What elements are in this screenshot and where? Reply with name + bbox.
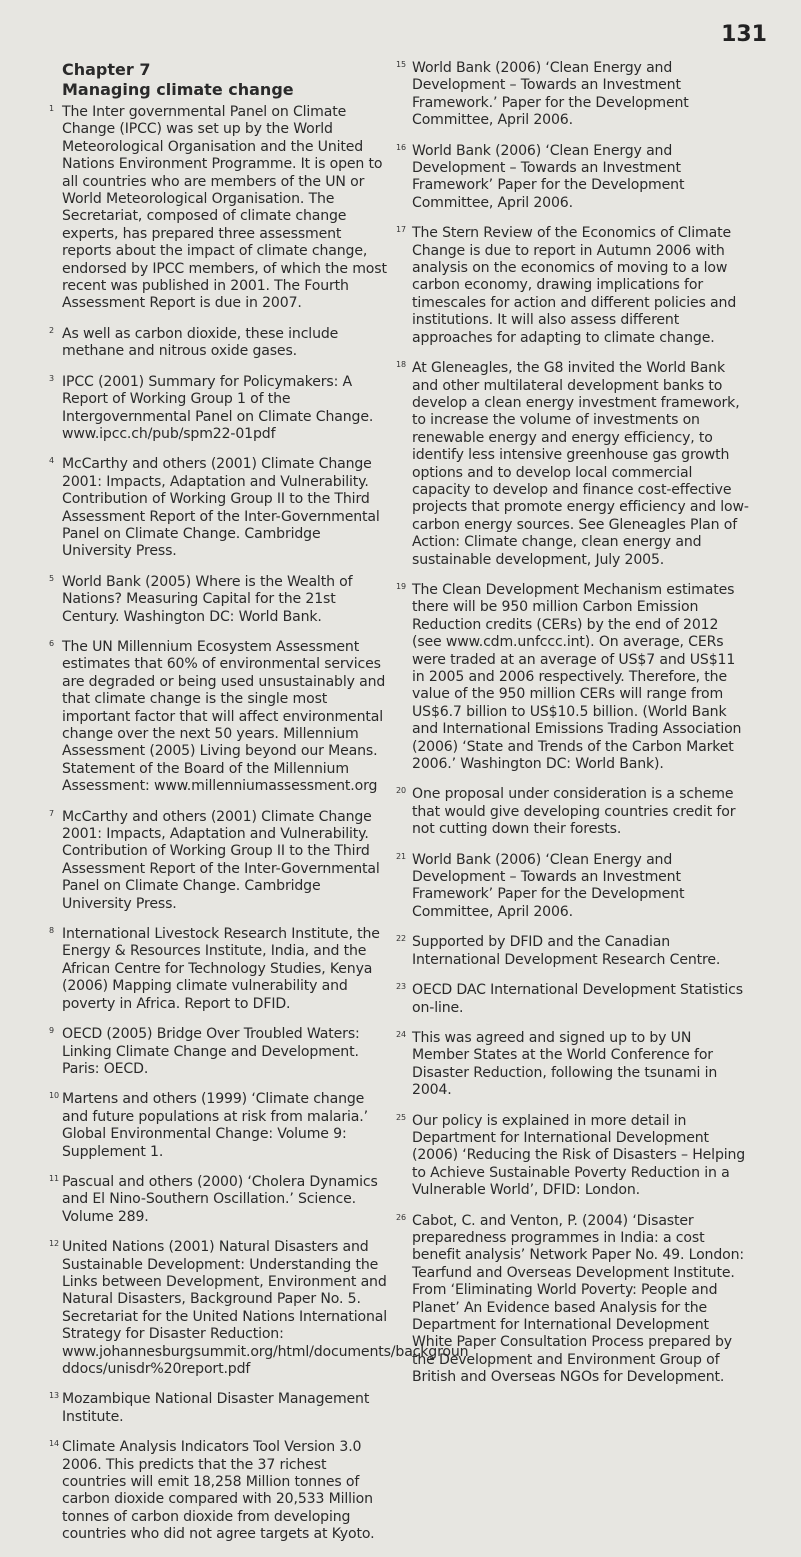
endnote: [49, 1239, 469, 1378]
endnote-number: 25: [396, 1112, 406, 1122]
endnote-number: 6: [49, 638, 54, 648]
endnote-number: 13: [49, 1391, 59, 1401]
endnote-number: 11: [49, 1173, 59, 1183]
endnote-text: OECD DAC International Development Statistics on-line.: [412, 982, 743, 1016]
endnote-number: 8: [49, 926, 54, 936]
endnote-number: 17: [396, 225, 406, 235]
endnote-text: Cabot, C. and Venton, P. (2004) ‘Disaster preparedness programmes in India: a cost benefit analysis’ Network Paper No. 49. London: Tearfund and Overseas Development Institute. From ‘Eliminating World Poverty: People and Planet’ An Evidence based Analysis for the Department for International Development White Paper Consultation Process prepared by the Development and Environment Group of British and Overseas NGOs for Development.: [412, 1212, 744, 1386]
endnote-number: 10: [49, 1091, 59, 1101]
endnote-number: 5: [49, 573, 54, 583]
endnote-text: McCarthy and others (2001) Climate Change 2001: Impacts, Adaptation and Vulnerability. Contribution of Working Group II to the Third Assessment Report of the Inter-Governmental Panel on Climate Change. Cambridge University Press.: [62, 808, 380, 912]
endnote-text: Climate Analysis Indicators Tool Version 3.0 2006. This predicts that the 37 richest countries will emit 18,258 Million tonnes of carbon dioxide compared with 20,533 Million tonnes of carbon dioxide from developing countries who did not agree targets at Kyoto.: [62, 1439, 375, 1543]
endnote-number: 2: [49, 325, 54, 335]
endnote: [396, 851, 752, 922]
endnote: [49, 1391, 392, 1426]
endnote-text: Pascual and others (2000) ‘Cholera Dynamics and El Nino-Southern Oscillation.’ Science. Volume 289.: [62, 1173, 378, 1225]
chapter-label: Chapter 7: [62, 60, 151, 79]
notes-column-right: [396, 60, 752, 1400]
endnote-number: 19: [396, 581, 406, 591]
endnote: [396, 1212, 752, 1387]
endnote: [49, 638, 392, 796]
endnote-text: United Nations (2001) Natural Disasters and Sustainable Development: Understanding the Links between Development, Environment and Natural Disasters, Background Paper No. 5. Secretariat for the United Nations International Strategy for Disaster Reduction: www.johannesburgsummit.org/html/documents/backgroun ddocs/unisdr%20report.pdf: [62, 1239, 469, 1377]
endnote: [49, 1439, 392, 1543]
endnote-text: World Bank (2005) Where is the Wealth of Nations? Measuring Capital for the 21st Century. Washington DC: World Bank.: [62, 573, 353, 625]
endnote: [396, 360, 752, 569]
endnote-number: 20: [396, 786, 406, 796]
endnote-number: 16: [396, 142, 406, 152]
endnote-number: 15: [396, 60, 406, 69]
page-number: 131: [721, 22, 767, 47]
endnote-number: 23: [396, 982, 406, 992]
endnote-text: The Stern Review of the Economics of Climate Change is due to report in Autumn 2006 with analysis on the economics of moving to a low carbon economy, drawing implications for timescales for action and different policies and institutions. It will also assess different approaches for adapting to climate change.: [412, 225, 737, 346]
endnote: [396, 982, 752, 1017]
endnote-text: Mozambique National Disaster Management Institute.: [62, 1391, 370, 1425]
endnote-number: 1: [49, 104, 54, 113]
endnote-text: World Bank (2006) ‘Clean Energy and Development – Towards an Investment Framework’ Paper for the Development Committee, April 2006.: [412, 851, 685, 920]
endnote: [49, 1026, 392, 1078]
endnote-number: 12: [49, 1239, 59, 1249]
endnote: [396, 786, 752, 838]
endnote: [49, 808, 392, 913]
endnote-text: World Bank (2006) ‘Clean Energy and Development – Towards an Investment Framework’ Paper for the Development Committee, April 2006.: [412, 142, 685, 211]
endnote-text: International Livestock Research Institute, the Energy & Resources Institute, India, and the African Centre for Technology Studies, Kenya (2006) Mapping climate vulnerability and poverty in Africa. Report to DFID.: [62, 926, 380, 1012]
endnote: [396, 1112, 752, 1200]
endnote: [49, 373, 392, 444]
endnote: [396, 225, 752, 347]
endnote: [49, 325, 392, 361]
endnote-number: 22: [396, 934, 406, 944]
endnote-text: At Gleneagles, the G8 invited the World Bank and other multilateral development banks to develop a clean energy investment framework, to increase the volume of investments on renewable energy and energy efficiency, to identify less intensive greenhouse gas growth options and to develop local commercial capacity to develop and finance cost-effective projects that promote energy efficiency and low-carbon energy sources. See Gleneagles Plan of Action: Climate change, clean energy and sustainable development, July 2005.: [412, 360, 749, 568]
endnote-text: The UN Millennium Ecosystem Assessment estimates that 60% of environmental services are degraded or being used unsustainably and that climate change is the single most important factor that will affect environmental change over the next 50 years. Millennium Assessment (2005) Living beyond our Means. Statement of the Board of the Millennium Assessment: www.millenniumassessment.org: [62, 638, 386, 795]
endnote-text: World Bank (2006) ‘Clean Energy and Development – Towards an Investment Framework.’ Paper for the Development Committee, April 2006.: [412, 60, 689, 129]
endnote-text: Supported by DFID and the Canadian International Development Research Centre.: [412, 934, 721, 968]
endnote-text: McCarthy and others (2001) Climate Change 2001: Impacts, Adaptation and Vulnerability. Contribution of Working Group II to the Third Assessment Report of the Inter-Governmental Panel on Climate Change. Cambridge University Press.: [62, 456, 380, 560]
endnote-text: The Inter governmental Panel on Climate Change (IPCC) was set up by the World Meteorological Organisation and the United Nations Environment Programme. It is open to all countries who are members of the UN or World Meteorological Organisation. The Secretariat, composed of climate change experts, has prepared three assessment reports about the impact of climate change, endorsed by IPCC members, of which the most recent was published in 2001. The Fourth Assessment Report is due in 2007.: [62, 104, 387, 312]
endnote: [396, 934, 752, 969]
endnote-text: Our policy is explained in more detail in Department for International Development (2006) ‘Reducing the Risk of Disasters – Helping to Achieve Sustainable Poverty Reduction in a Vulnerable World’, DFID: London.: [412, 1112, 746, 1199]
endnote-number: 24: [396, 1029, 406, 1039]
endnote: [49, 573, 392, 626]
chapter-title: Managing climate change: [62, 80, 294, 99]
endnote: [396, 60, 752, 130]
endnote-text: Martens and others (1999) ‘Climate change and future populations at risk from malaria.’ Global Environmental Change: Volume 9: Supplement 1.: [62, 1091, 368, 1160]
endnote: [49, 456, 392, 560]
endnote: [49, 1091, 392, 1161]
endnote-number: 9: [49, 1026, 54, 1036]
endnote: [49, 1173, 392, 1226]
endnotes-right: [396, 60, 752, 1387]
endnote-text: IPCC (2001) Summary for Policymakers: A Report of Working Group 1 of the Intergovernmental Panel on Climate Change. www.ipcc.ch/pub/spm22-01pdf: [62, 373, 374, 442]
endnote: [396, 142, 752, 213]
endnote-number: 4: [49, 456, 54, 466]
endnote: [396, 1029, 752, 1100]
endnote-number: 21: [396, 851, 406, 861]
endnote-text: This was agreed and signed up to by UN Member States at the World Conference for Disaster Reduction, following the tsunami in 2004.: [412, 1029, 718, 1099]
endnote-text: One proposal under consideration is a scheme that would give developing countries credit for not cutting down their forests.: [412, 786, 736, 838]
endnote-number: 7: [49, 808, 54, 818]
endnote: [396, 581, 752, 773]
endnote-text: The Clean Development Mechanism estimates there will be 950 million Carbon Emission Reduction credits (CERs) by the end of 2012 (see www.cdm.unfccc.int). On average, CERs were traded at an average of US$7 and US$11 in 2005 and 2006 respectively. Therefore, the value of the 950 million CERs will range from US$6.7 billion to US$10.5 billion. (World Bank and International Emissions Trading Association (2006) ‘State and Trends of the Carbon Market 2006.’ Washington DC: World Bank).: [412, 581, 742, 773]
endnote-number: 18: [396, 360, 406, 370]
endnote-number: 14: [49, 1439, 59, 1449]
endnote: [49, 104, 392, 313]
endnote: [49, 926, 392, 1013]
endnote-number: 3: [49, 373, 54, 383]
endnote-text: OECD (2005) Bridge Over Troubled Waters: Linking Climate Change and Development. Paris: OECD.: [62, 1026, 360, 1077]
endnote-text: As well as carbon dioxide, these include methane and nitrous oxide gases.: [62, 325, 339, 360]
endnote-number: 26: [396, 1212, 406, 1222]
